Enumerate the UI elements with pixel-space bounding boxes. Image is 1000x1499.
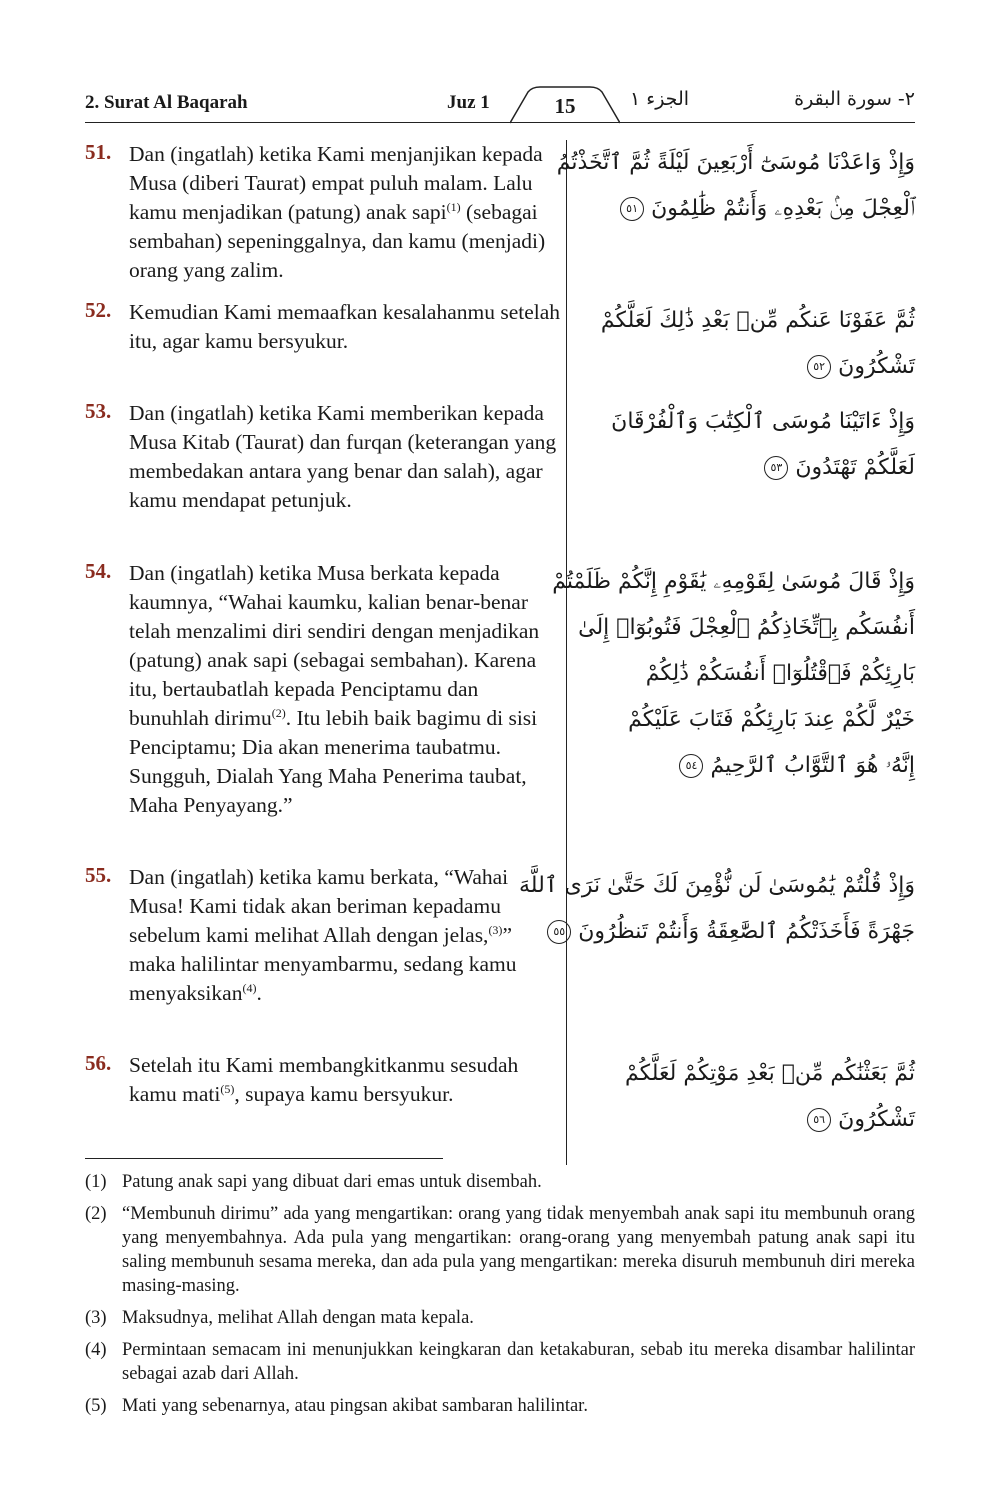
ayah-end-marker: ٥٥ xyxy=(547,920,571,944)
verse-arabic: ثُمَّ عَفَوْنَا عَنكُم مِّنۢ بَعْدِ ذَٰلِكَ لَعَلَّكُمْ تَشْكُرُونَ ٥٢ xyxy=(600,308,915,379)
verse-arabic: وَإِذْ وَاعَدْنَا مُوسَىٰٓ أَرْبَعِينَ لَيْلَةً ثُمَّ ٱتَّخَذْتُمُ ٱلْعِجْلَ مِنۢ بَعْدِهِۦ وَأَنتُمْ ظَٰلِمُونَ ٥١ xyxy=(556,150,915,221)
ayah-end-marker: ٥١ xyxy=(620,197,644,221)
verse-number: 56. xyxy=(85,1051,112,1075)
verse-number: 54. xyxy=(85,559,112,583)
footnotes xyxy=(85,1170,915,1426)
verse-translation: Kemudian Kami memaafkan kesalahanmu setelah itu, agar kamu bersyukur. xyxy=(129,300,561,353)
verse-arabic: وَإِذْ ءَاتَيْنَا مُوسَى ٱلْكِتَٰبَ وَٱلْفُرْقَانَ لَعَلَّكُمْ تَهْتَدُونَ ٥٣ xyxy=(611,409,915,480)
verse-arabic: وَإِذْ قَالَ مُوسَىٰ لِقَوْمِهِۦ يَٰقَوْمِ إِنَّكُمْ ظَلَمْتُمْ أَنفُسَكُم بِٱتِّخَاذِكُمُ ٱلْعِجْلَ فَتُوبُوٓا۟ إِلَىٰ بَارِئِكُمْ فَٱقْتُلُوٓا۟ أَنفُسَكُمْ ذَٰلِكُمْ خَيْرٌ لَّكُمْ عِندَ بَارِئِكُمْ فَتَابَ عَلَيْكُمْ إِنَّهُۥ هُوَ ٱلتَّوَّابُ ٱلرَّحِيمُ ٥٤ xyxy=(552,569,915,778)
verse-number: 52. xyxy=(85,298,112,322)
ayah-end-marker: ٥٦ xyxy=(807,1108,831,1132)
footnote-ref[interactable]: (3) xyxy=(488,922,503,937)
footnote-1: (1) Patung anak sapi yang dibuat dari emas untuk disembah. xyxy=(85,1172,542,1192)
footnote-4: (4) Permintaan semacam ini menunjukkan keingkaran dan ketakaburan, sebab itu mereka disambar halilintar sebagai azab dari Allah. xyxy=(85,1340,915,1384)
footnote-2: (2) “Membunuh dirimu” ada yang mengartikan: orang yang tidak menyembah anak sapi itu membunuh orang yang menyembahnya. Ada pula yang mengartikan: orang-orang yang menyembah patung anak sapi itu saling membunuh sesama mereka, dan ada pula yang mengartikan: mereka disuruh membunuh diri mereka masing-masing. xyxy=(85,1204,915,1296)
footnote-ref[interactable]: (4) xyxy=(242,980,257,995)
footnote-ref[interactable]: (1) xyxy=(446,199,461,214)
surah-title-latin: 2. Surat Al Baqarah xyxy=(85,92,248,113)
verse-translation: Dan (ingatlah) ketika Kami menjanjikan kepada Musa (diberi Taurat) empat puluh malam. Lalu kamu menjadikan (patung) anak sapi$^{(1)}$ (sebagai sembahan) sepeninggalnya, dan kamu (menjadi) orang yang zalim. xyxy=(129,142,546,282)
verse-translation: Dan (ingatlah) ketika Musa berkata kepada kaumnya, “Wahai kaumku, kalian benar-benar telah menzalimi diri sendiri dengan menjadikan (patung) anak sapi (sebagai sembahan). Karena itu, bertaubatlah kepada Penciptamu dan bunuhlah dirimu$^{(2)}$. Itu lebih baik bagimu di sisi Penciptamu; Dia akan menerima taubatmu. Sungguh, Dialah Yang Maha Penerima taubat, Maha Penyayang.” xyxy=(129,561,540,817)
header-rule xyxy=(85,122,915,123)
footnote-ref[interactable]: (5) xyxy=(220,1081,235,1096)
ayah-end-marker: ٥٢ xyxy=(807,355,831,379)
footnote-3: (3) Maksudnya, melihat Allah dengan mata kepala. xyxy=(85,1308,474,1328)
verse-number: 53. xyxy=(85,399,112,423)
juz-label-latin: Juz 1 xyxy=(447,92,490,113)
verse-number: 55. xyxy=(85,863,112,887)
footnote-ref[interactable]: (2) xyxy=(271,705,286,720)
verse-number: 51. xyxy=(85,140,112,164)
verse-arabic: وَإِذْ قُلْتُمْ يَٰمُوسَىٰ لَن نُّؤْمِنَ لَكَ حَتَّىٰ نَرَى ٱللَّهَ جَهْرَةً فَأَخَذَتْكُمُ ٱلصَّٰعِقَةُ وَأَنتُمْ تَنظُرُونَ ٥٥ xyxy=(519,873,915,944)
juz-label-arabic: الجزء ١ xyxy=(630,88,690,110)
verse-arabic: ثُمَّ بَعَثْنَٰكُم مِّنۢ بَعْدِ مَوْتِكُمْ لَعَلَّكُمْ تَشْكُرُونَ ٥٦ xyxy=(624,1061,915,1132)
footnote-5: (5) Mati yang sebenarnya, atau pingsan akibat sambaran halilintar. xyxy=(85,1396,588,1416)
surah-title-arabic: ٢- سورة البقرة xyxy=(794,88,915,110)
ayah-end-marker: ٥٤ xyxy=(679,754,703,778)
footnote-rule xyxy=(85,1158,443,1159)
verse-translation: Setelah itu Kami membangkitkanmu sesudah kamu mati$^{(5)}$, supaya kamu bersyukur. xyxy=(129,1053,519,1106)
page-header xyxy=(85,86,915,126)
verse-translation: Dan (ingatlah) ketika kamu berkata, “Wahai Musa! Kami tidak akan beriman kepadamu sebelum kami melihat Allah dengan jelas,$^{(3)}$” maka halilintar menyambarmu, sedang kamu menyaksikan$^{(4)}$. xyxy=(129,865,517,1005)
ayah-end-marker: ٥٣ xyxy=(764,456,788,480)
page-number: 15 xyxy=(554,94,576,118)
verse-translation: Dan (ingatlah) ketika Kami memberikan kepada Musa Kitab (Taurat) dan furqan (keterangan yang membedakan antara yang benar dan salah), agar kamu mendapat petunjuk. xyxy=(129,401,557,512)
column-divider xyxy=(566,140,567,1165)
